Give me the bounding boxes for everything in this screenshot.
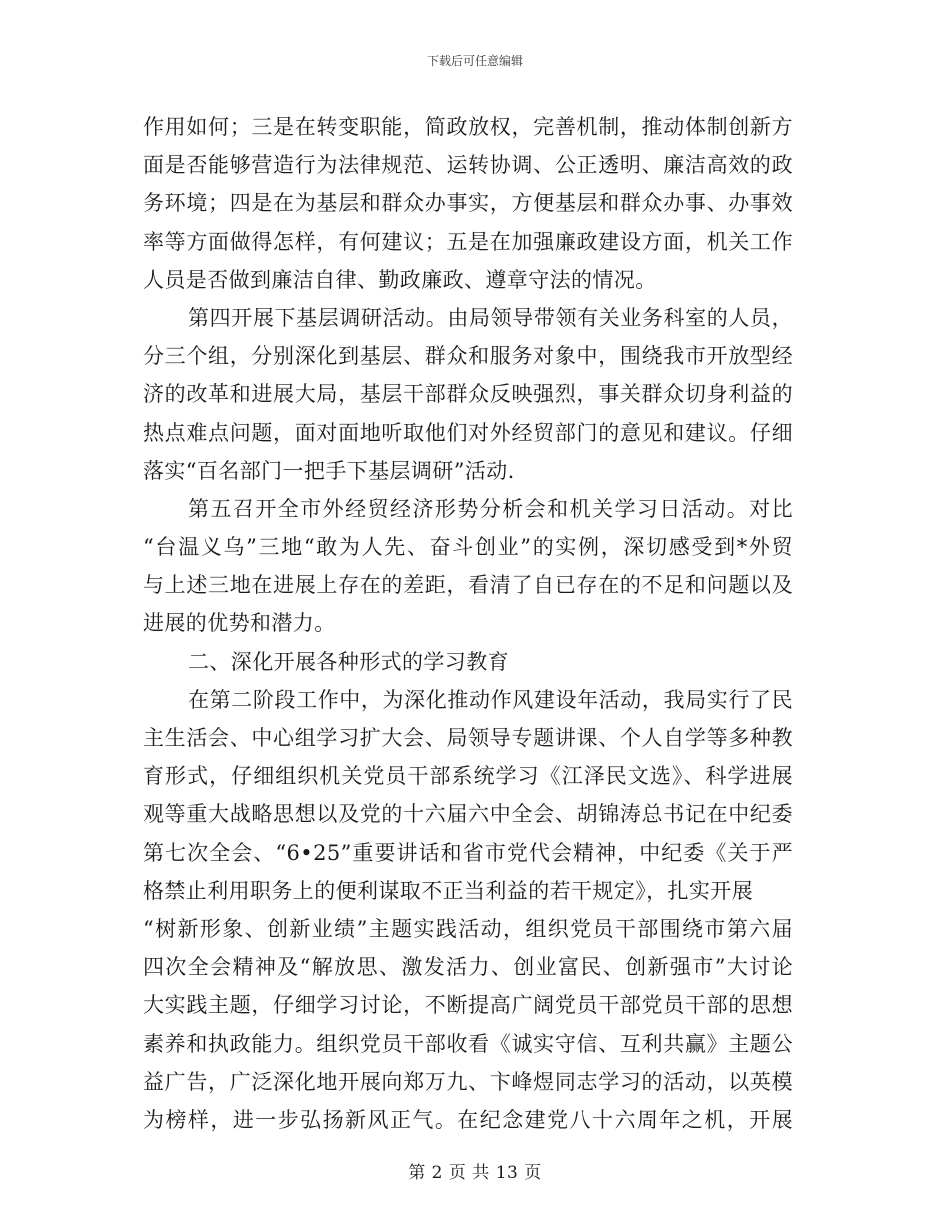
text-line: 人员是否做到廉洁自律、勤政廉政、遵章守法的情况。 [143, 267, 657, 292]
text-line: 作用如何；三是在转变职能，简政放权，完善机制，推动体制创新方 [143, 115, 793, 139]
text-line: 进展的优势和潜力。 [143, 611, 336, 636]
text-line: 为榜样，进一步弘扬新风正气。在纪念建党八十六周年之机，开展 [143, 1107, 793, 1132]
text-line: 四次全会精神及“解放思、激发活力、创业富民、创新强市”大讨论 [143, 955, 793, 980]
text-line: 与上述三地在进展上存在的差距，看清了自已存在的不足和问题以及 [143, 573, 793, 598]
text-line: 济的改革和进展大局，基层干部群众反映强烈，事关群众切身利益的 [143, 382, 793, 407]
text-line: 第四开展下基层调研活动。由局领导带领有关业务科室的人员， [188, 305, 793, 330]
section-heading: 二、深化开展各种形式的学习教育 [188, 649, 509, 674]
text-line: 分三个组，分别深化到基层、群众和服务对象中，围绕我市开放型经 [143, 344, 793, 369]
text-line: 育形式，仔细组织机关党员干部系统学习《江泽民文选》、科学进展 [143, 764, 793, 789]
text-line: 益广告，广泛深化地开展向郑万九、卞峰煜同志学习的活动，以英模 [143, 1069, 793, 1094]
text-line: 素养和执政能力。组织党员干部收看《诚实守信、互利共赢》主题公 [143, 1031, 793, 1056]
text-line: 在第二阶段工作中，为深化推动作风建设年活动，我局实行了民 [188, 687, 793, 712]
page-header-note: 下载后可任意编辑 [426, 54, 523, 68]
text-line: 第五召开全市外经贸经济形势分析会和机关学习日活动。对比 [188, 496, 793, 521]
text-line: 格禁止利用职务上的便利谋取不正当利益的若干规定》，扎实开展 [143, 878, 754, 903]
text-line: 主生活会、中心组学习扩大会、局领导专题讲课、个人自学等多种教 [143, 726, 793, 750]
text-line: 观等重大战略思想以及党的十六届六中全会、胡锦涛总书记在中纪委 [143, 802, 793, 827]
document-body [143, 108, 793, 1139]
text-line: 落实“百名部门一把手下基层调研”活动. [143, 458, 515, 483]
text-line: “台温义乌”三地“敢为人先、奋斗创业”的实例，深切感受到*外贸 [143, 535, 793, 560]
text-line: 务环境；四是在为基层和群众办事实，方便基层和群众办事、办事效 [143, 191, 793, 216]
text-line: 率等方面做得怎样，有何建议；五是在加强廉政建设方面，机关工作 [143, 229, 793, 254]
text-line: 热点难点问题，面对面地听取他们对外经贸部门的意见和建议。仔细 [143, 420, 793, 445]
text-line: “树新形象、创新业绩”主题实践活动，组织党员干部围绕市第六届 [143, 916, 793, 941]
text-line: 第七次全会、“6•25”重要讲话和省市党代会精神，中纪委《关于严 [143, 840, 793, 865]
text-line: 大实践主题，仔细学习讨论，不断提高广阔党员干部党员干部的思想 [143, 993, 793, 1018]
text-line: 面是否能够营造行为法律规范、运转协调、公正透明、廉洁高效的政 [143, 153, 793, 178]
page-number-footer: 第 2 页 共 13 页 [408, 1163, 542, 1183]
